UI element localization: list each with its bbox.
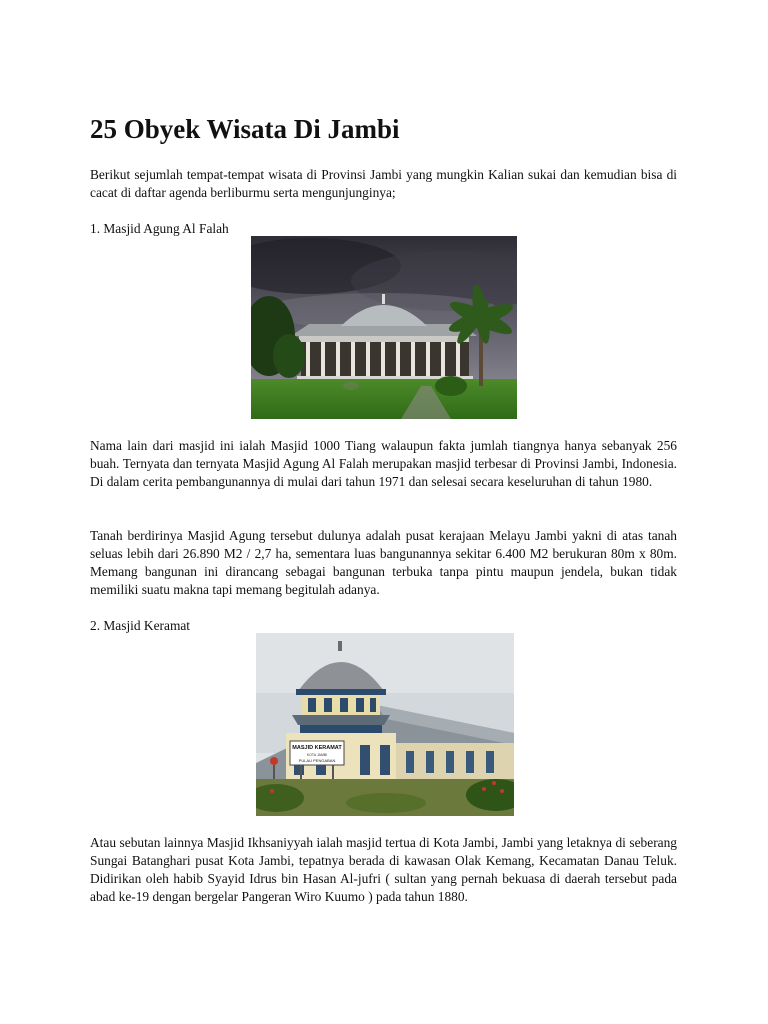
photo-masjid-keramat bbox=[256, 633, 514, 816]
section-1-paragraph-1: Nama lain dari masjid ini ialah Masjid 1000 Tiang walaupun fakta jumlah tiangnya hanya sebanyak 256 buah. Ternyata dan ternyata Masjid Agung Al Falah merupakan masjid terbesar di Provinsi Jambi, Indonesia. Di dalam cerita pembangunannya di mulai dari tahun 1971 dan selesai secara keseluruhan di tahun 1980. bbox=[90, 438, 677, 489]
section-1-paragraph-2: Tanah berdirinya Masjid Agung tersebut dulunya adalah pusat kerajaan Melayu Jambi yakni di atas tanah seluas lebih dari 26.890 M2 / 2,7 ha, sementara luas bangunannya sekitar 6.400 M2 berukuran 80m x 80m. Memang bangunan ini dirancang sebagai bangunan terbuka tanpa pintu maupun jendela, bukan tidak memiliki suatu makna tapi memang begitulah adanya. bbox=[90, 528, 677, 597]
section-2-paragraph-1: Atau sebutan lainnya Masjid Ikhsaniyyah ialah masjid tertua di Kota Jambi, Jambi yang letaknya di seberang Sungai Batanghari pusat Kota Jambi, tepatnya berada di kawasan Olak Kemang, Kecamatan Danau Teluk. Didirikan oleh habib Syayid Idrus bin Hasan Al-jufri ( sultan yang pernah bekuasa di daerah tersebut pada abad ke-19 dengan bergelar Pangeran Wiro Kuumo ) pada tahun 1880. bbox=[90, 835, 677, 904]
section-heading-masjid-agung-al-falah: 1. Masjid Agung Al Falah bbox=[90, 221, 229, 236]
sign-title: MASJID KERAMAT bbox=[292, 745, 342, 751]
sign-subtitle: KOTA JAMBI bbox=[306, 753, 328, 757]
page-title: 25 Obyek Wisata Di Jambi bbox=[90, 114, 400, 144]
photo-masjid-agung-al-falah bbox=[251, 236, 517, 419]
intro-paragraph: Berikut sejumlah tempat-tempat wisata di Provinsi Jambi yang mungkin Kalian sukai dan kemudian bisa di cacat di daftar agenda berliburmu serta mengunjunginya; bbox=[90, 167, 677, 200]
section-heading-masjid-keramat: 2. Masjid Keramat bbox=[90, 618, 191, 633]
sign-subtitle-2: PULAU PENGABAN bbox=[298, 758, 336, 763]
